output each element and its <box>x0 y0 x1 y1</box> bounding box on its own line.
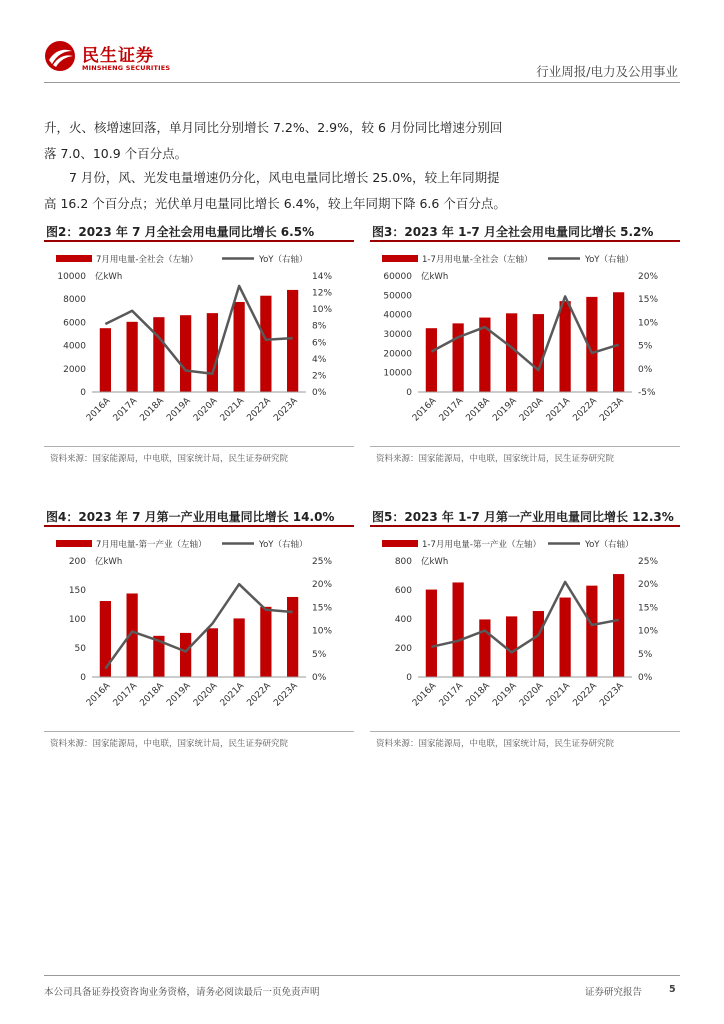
y-right-tick-label: 20% <box>638 580 659 591</box>
y-left-tick-label: 600 <box>394 586 412 596</box>
y-right-tick-label: 20% <box>312 580 333 591</box>
figure-5-source: 资料来源：国家能源局，中电联，国家统计局，民生证券研究院 <box>376 739 615 749</box>
y-left-tick-label: 200 <box>394 644 412 654</box>
y-right-tick-label: 2% <box>312 371 327 382</box>
y-right-tick-label: 14% <box>312 272 333 282</box>
y-axis-unit-label: 亿kWh <box>95 272 123 282</box>
y-left-tick-label: 0 <box>80 673 86 683</box>
bar <box>234 618 245 677</box>
paragraph-1-line-2: 落 7.0、10.9 个百分点。 <box>44 146 188 161</box>
y-left-tick-label: 800 <box>394 557 412 567</box>
y-right-tick-label: 0% <box>312 388 327 398</box>
x-tick-label: 2021A <box>544 681 573 709</box>
bar <box>127 322 138 392</box>
legend-bar-swatch <box>56 255 92 262</box>
x-tick-label: 2023A <box>598 396 626 424</box>
bar <box>426 590 437 677</box>
x-tick-label: 2019A <box>165 681 193 709</box>
y-right-tick-label: 20% <box>638 272 659 282</box>
y-left-tick-label: 2000 <box>63 364 86 375</box>
bar <box>586 586 597 677</box>
bar <box>234 302 245 392</box>
x-tick-label: 2018A <box>464 681 492 709</box>
y-left-tick-label: 6000 <box>63 318 86 329</box>
y-left-tick-label: 0 <box>406 673 412 683</box>
figure-4-title: 图4：2023 年 7 月第一产业用电量同比增长 14.0% <box>46 510 335 524</box>
bar <box>287 290 298 392</box>
x-tick-label: 2019A <box>491 681 519 709</box>
y-left-tick-label: 4000 <box>63 341 86 352</box>
bar <box>560 301 571 392</box>
y-right-tick-label: 10% <box>638 318 659 329</box>
legend-bar-label: 1-7月用电量-第一产业（左轴） <box>422 540 541 550</box>
y-right-tick-label: 5% <box>312 649 327 660</box>
bar <box>100 328 111 392</box>
x-tick-label: 2017A <box>437 681 466 709</box>
y-axis-unit-label: 亿kWh <box>421 557 449 567</box>
figure-4-bottom-rule <box>44 731 354 732</box>
y-left-tick-label: 30000 <box>383 330 412 340</box>
y-left-tick-label: 400 <box>394 615 412 625</box>
y-left-tick-label: 50 <box>74 644 86 654</box>
bar <box>453 323 464 392</box>
x-tick-label: 2022A <box>245 396 273 424</box>
x-tick-label: 2019A <box>165 396 193 424</box>
paragraph-2 <box>44 165 680 217</box>
y-right-tick-label: 6% <box>312 338 327 349</box>
x-tick-label: 2022A <box>571 681 599 709</box>
figure-4-top-rule <box>44 525 354 527</box>
y-left-tick-label: 20000 <box>383 349 412 360</box>
minsheng-logo-icon <box>44 40 76 72</box>
footer-divider <box>44 975 680 976</box>
bar <box>613 574 624 677</box>
bar <box>479 619 490 677</box>
y-left-tick-label: 60000 <box>383 272 412 282</box>
x-tick-label: 2018A <box>464 396 492 424</box>
x-tick-label: 2022A <box>245 681 273 709</box>
legend-line-label: YoY（右轴） <box>585 255 634 265</box>
figure-2-top-rule <box>44 240 354 242</box>
bar <box>207 313 218 392</box>
paragraph-1 <box>44 115 680 167</box>
figure-5-bottom-rule <box>370 731 680 732</box>
bar <box>207 628 218 677</box>
bar <box>533 314 544 392</box>
figure-4-chart <box>44 533 354 729</box>
header-divider <box>44 82 680 83</box>
y-right-tick-label: 8% <box>312 321 327 332</box>
x-tick-label: 2023A <box>272 681 300 709</box>
x-tick-label: 2021A <box>218 681 247 709</box>
y-right-tick-label: 25% <box>312 557 333 567</box>
x-tick-label: 2020A <box>191 396 220 424</box>
y-right-tick-label: 15% <box>312 603 333 614</box>
x-tick-label: 2016A <box>410 681 439 709</box>
y-left-tick-label: 150 <box>68 586 86 596</box>
x-tick-label: 2023A <box>598 681 626 709</box>
bar <box>533 611 544 677</box>
x-tick-label: 2020A <box>191 681 220 709</box>
bar <box>153 317 164 392</box>
bar <box>506 616 517 677</box>
report-type: 行业周报/电力及公用事业 <box>536 64 678 79</box>
figure-5-chart <box>370 533 680 729</box>
legend-line-label: YoY（右轴） <box>259 540 308 550</box>
y-right-tick-label: 0% <box>638 364 653 375</box>
y-left-tick-label: 50000 <box>383 291 412 302</box>
bar <box>613 292 624 392</box>
y-left-tick-label: 0 <box>406 388 412 398</box>
bar <box>560 598 571 677</box>
y-right-tick-label: 10% <box>638 626 659 637</box>
y-right-tick-label: 5% <box>638 649 653 660</box>
y-left-tick-label: 10000 <box>57 272 86 282</box>
legend-bar-swatch <box>56 540 92 547</box>
y-right-tick-label: 10% <box>312 305 333 316</box>
y-right-tick-label: 25% <box>638 557 659 567</box>
legend-line-label: YoY（右轴） <box>585 540 634 550</box>
y-right-tick-label: 0% <box>312 673 327 683</box>
x-tick-label: 2023A <box>272 396 300 424</box>
figure-2-bottom-rule <box>44 446 354 447</box>
x-tick-label: 2021A <box>544 396 573 424</box>
figure-4-source: 资料来源：国家能源局，中电联，国家统计局，民生证券研究院 <box>50 739 289 749</box>
legend-bar-label: 1-7月用电量-全社会（左轴） <box>422 255 533 265</box>
x-tick-label: 2021A <box>218 396 247 424</box>
figure-2-title: 图2：2023 年 7 月全社会用电量同比增长 6.5% <box>46 225 315 239</box>
figure-3-title: 图3：2023 年 1-7 月全社会用电量同比增长 5.2% <box>372 225 654 239</box>
x-tick-label: 2017A <box>111 396 140 424</box>
y-left-tick-label: 0 <box>80 388 86 398</box>
x-tick-label: 2020A <box>517 396 546 424</box>
y-left-tick-label: 200 <box>68 557 86 567</box>
y-left-tick-label: 40000 <box>383 310 412 321</box>
bar <box>100 601 111 677</box>
x-tick-label: 2017A <box>111 681 140 709</box>
y-right-tick-label: 12% <box>312 288 333 299</box>
y-right-tick-label: 15% <box>638 603 659 614</box>
page-number: 5 <box>669 984 676 995</box>
legend-line-label: YoY（右轴） <box>259 255 308 265</box>
y-right-tick-label: 4% <box>312 354 327 365</box>
bar <box>287 597 298 677</box>
logo-text-cn: 民生证券 <box>82 46 154 66</box>
figure-2-source: 资料来源：国家能源局，中电联，国家统计局，民生证券研究院 <box>50 454 289 464</box>
legend-bar-label: 7月用电量-全社会（左轴） <box>96 255 198 265</box>
figure-2-chart <box>44 248 354 444</box>
x-tick-label: 2018A <box>138 396 166 424</box>
paragraph-1-line-1: 升，火、核增速回落，单月同比分别增长 7.2%、2.9%，较 6 月份同比增速分别回 <box>44 120 503 135</box>
logo-text-en: MINSHENG SECURITIES <box>82 64 171 72</box>
footer-disclaimer: 本公司具备证券投资咨询业务资格，请务必阅读最后一页免责声明 <box>44 987 320 998</box>
legend-bar-swatch <box>382 540 418 547</box>
bar <box>180 633 191 677</box>
figure-5-title: 图5：2023 年 1-7 月第一产业用电量同比增长 12.3% <box>372 510 674 524</box>
y-left-tick-label: 100 <box>68 615 86 625</box>
figure-3-bottom-rule <box>370 446 680 447</box>
company-logo <box>44 40 174 76</box>
bar <box>453 582 464 677</box>
bar <box>260 607 271 677</box>
page-header <box>0 0 724 86</box>
x-tick-label: 2016A <box>84 681 113 709</box>
figure-5-top-rule <box>370 525 680 527</box>
figure-3-source: 资料来源：国家能源局，中电联，国家统计局，民生证券研究院 <box>376 454 615 464</box>
legend-bar-label: 7月用电量-第一产业（左轴） <box>96 540 207 550</box>
x-tick-label: 2018A <box>138 681 166 709</box>
x-tick-label: 2017A <box>437 396 466 424</box>
y-left-tick-label: 8000 <box>63 295 86 306</box>
x-tick-label: 2022A <box>571 396 599 424</box>
y-right-tick-label: -5% <box>638 388 656 398</box>
y-right-tick-label: 5% <box>638 341 653 352</box>
bar <box>426 328 437 392</box>
x-tick-label: 2020A <box>517 681 546 709</box>
paragraph-2-line-2: 高 16.2 个百分点；光伏单月电量同比增长 6.4%，较上年同期下降 6.6 个百分点。 <box>44 196 506 211</box>
y-left-tick-label: 10000 <box>383 368 412 379</box>
y-axis-unit-label: 亿kWh <box>95 557 123 567</box>
y-axis-unit-label: 亿kWh <box>421 272 449 282</box>
paragraph-2-line-1: 7 月份，风、光发电量增速仍分化，风电电量同比增长 25.0%，较上年同期提 <box>69 170 500 185</box>
x-tick-label: 2016A <box>410 396 439 424</box>
bar <box>260 296 271 392</box>
figure-3-top-rule <box>370 240 680 242</box>
x-tick-label: 2016A <box>84 396 113 424</box>
bar <box>180 315 191 392</box>
footer-doc-type: 证券研究报告 <box>585 987 643 998</box>
x-tick-label: 2019A <box>491 396 519 424</box>
y-right-tick-label: 0% <box>638 673 653 683</box>
legend-bar-swatch <box>382 255 418 262</box>
y-right-tick-label: 10% <box>312 626 333 637</box>
figure-3-chart <box>370 248 680 444</box>
y-right-tick-label: 15% <box>638 295 659 306</box>
bar <box>506 313 517 392</box>
